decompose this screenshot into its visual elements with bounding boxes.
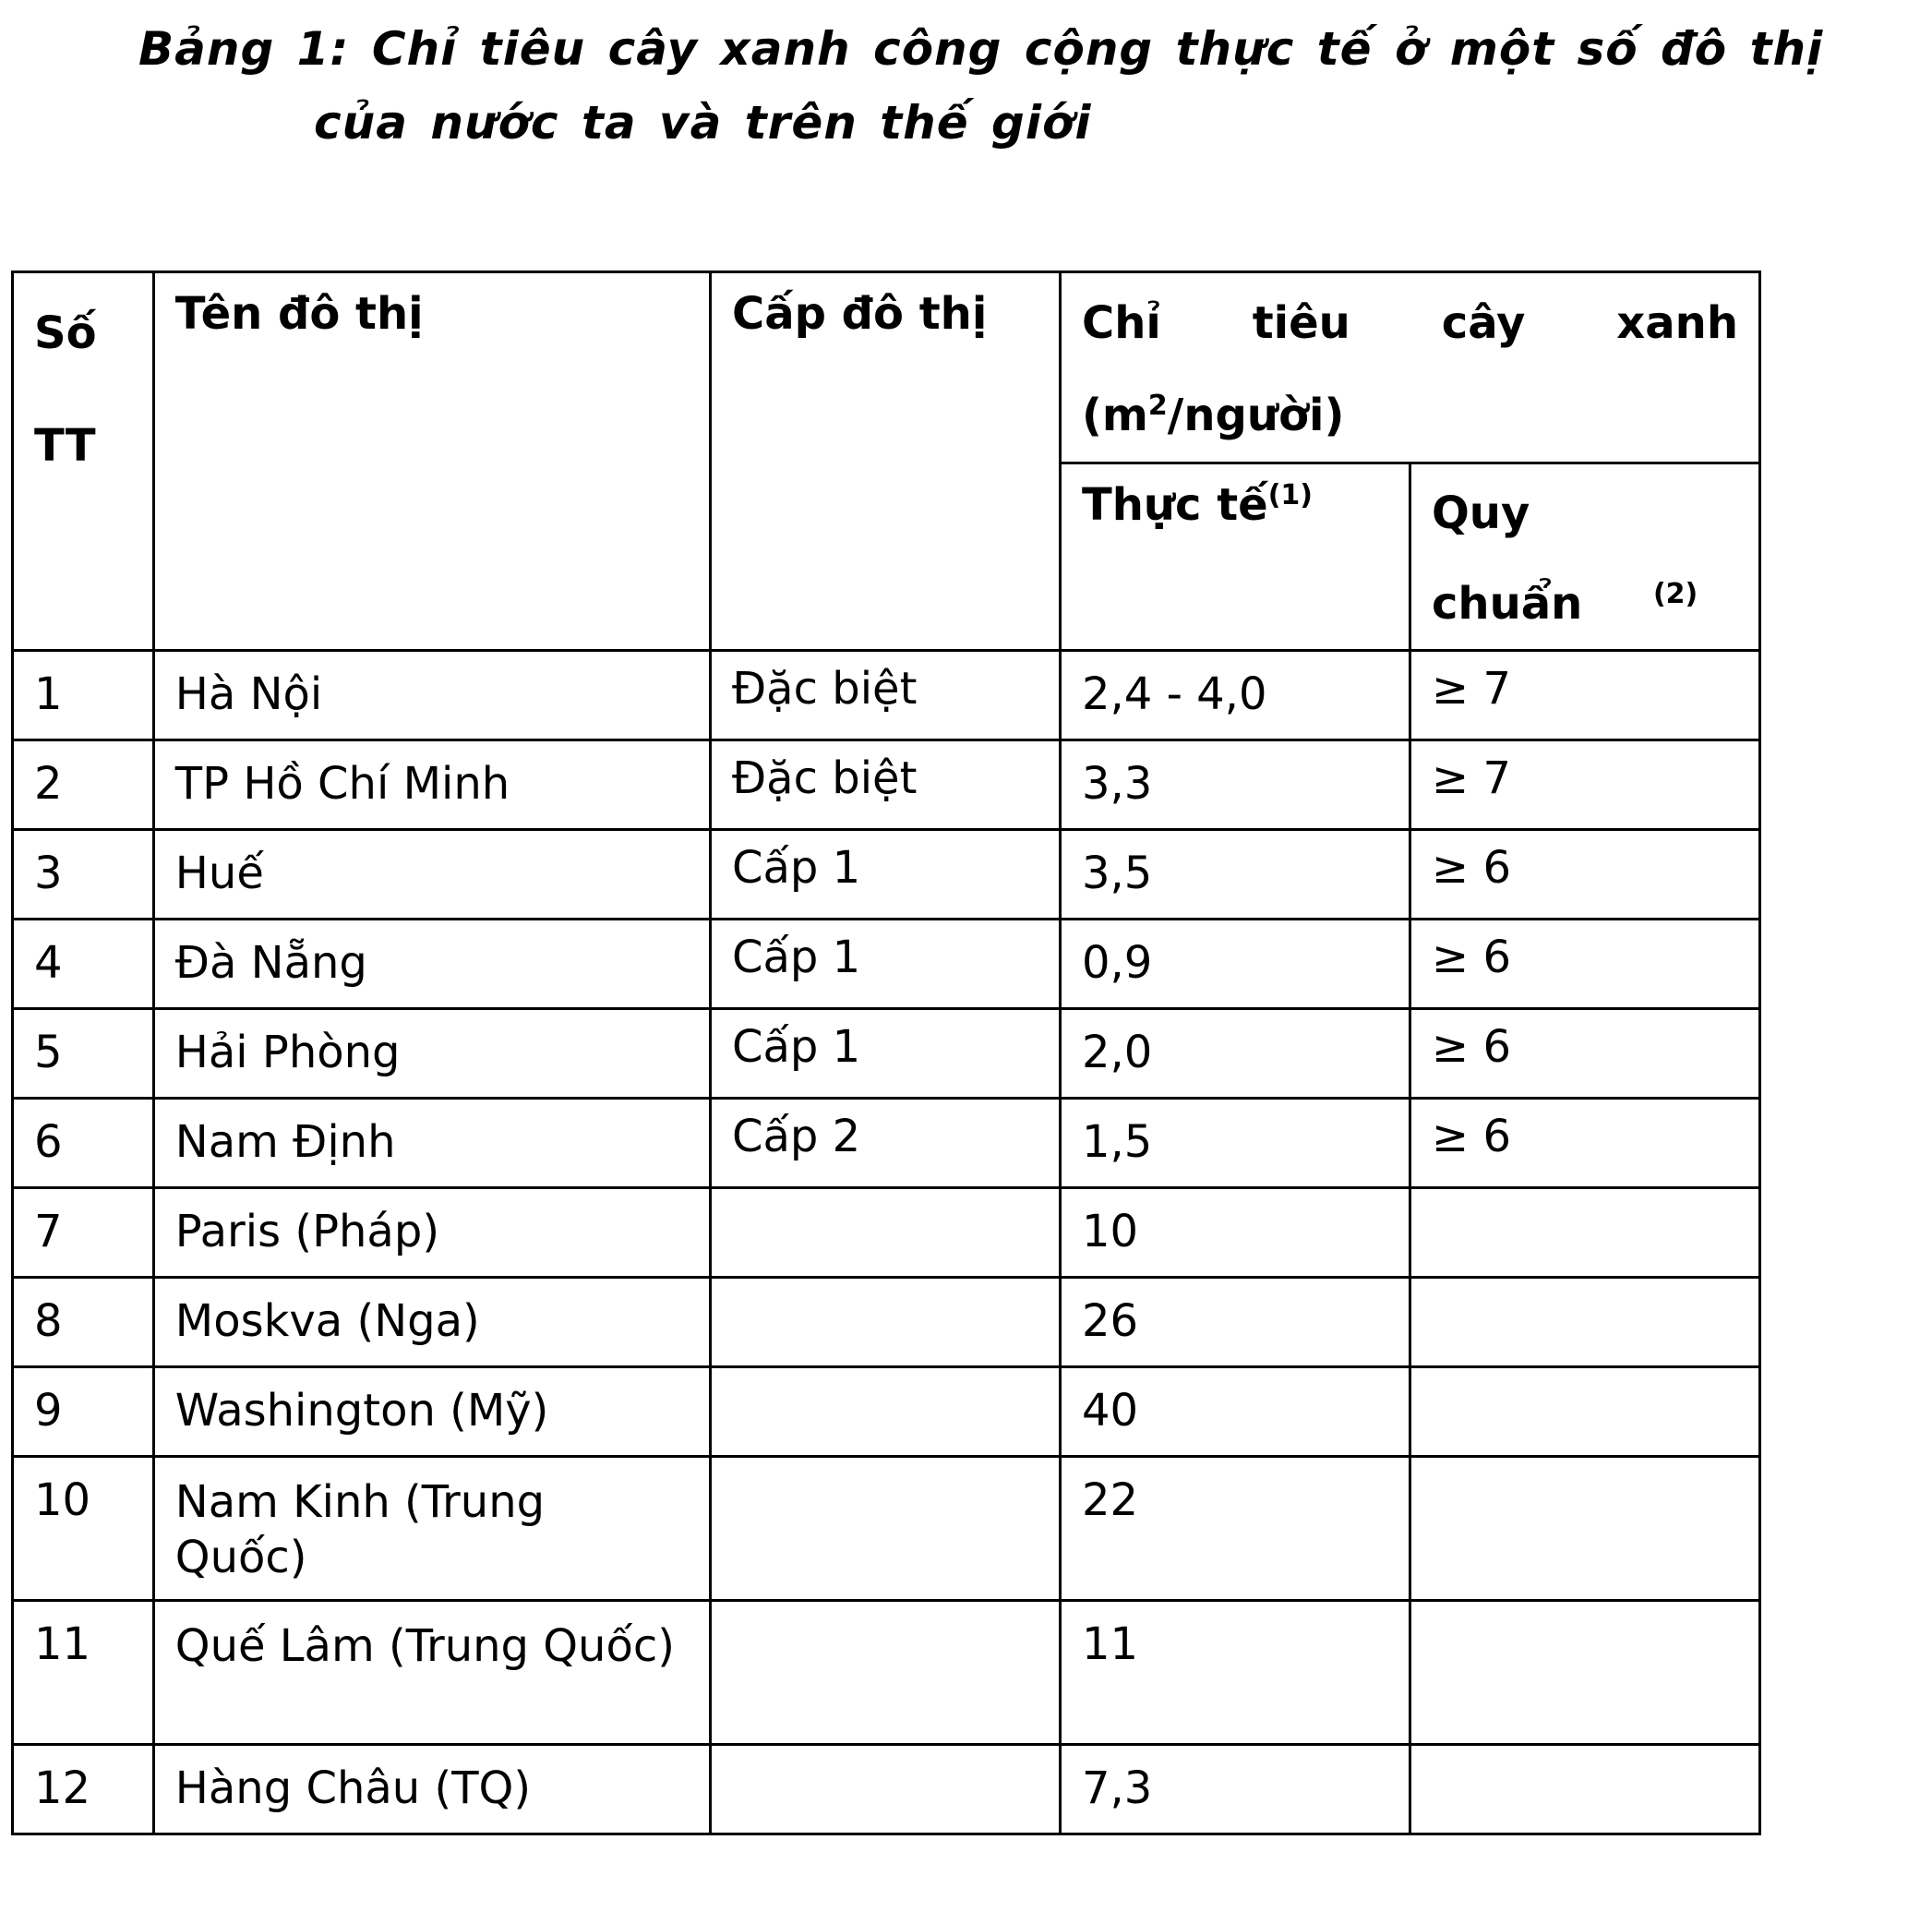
cell-standard bbox=[1410, 1457, 1759, 1601]
cell-actual: 3,5 bbox=[1060, 830, 1410, 920]
green-space-table bbox=[11, 271, 1761, 1835]
cell-actual: 7,3 bbox=[1060, 1745, 1410, 1834]
cell-actual: 26 bbox=[1060, 1278, 1410, 1367]
header-standard-note: (2) bbox=[1652, 578, 1698, 610]
cell-level bbox=[710, 1278, 1060, 1367]
cell-standard: ≥ 6 bbox=[1410, 1099, 1759, 1188]
table-row bbox=[13, 1601, 1760, 1745]
cell-stt: 4 bbox=[13, 920, 154, 1009]
cell-standard: ≥ 6 bbox=[1410, 830, 1759, 920]
header-indicator-line1: Chỉ tiêu cây xanh bbox=[1081, 297, 1738, 349]
cell-level bbox=[710, 1188, 1060, 1278]
table-row bbox=[13, 920, 1760, 1009]
cell-standard: ≥ 7 bbox=[1410, 740, 1759, 830]
cell-stt: 6 bbox=[13, 1099, 154, 1188]
cell-level: Cấp 2 bbox=[710, 1099, 1060, 1188]
cell-actual: 0,9 bbox=[1060, 920, 1410, 1009]
table-row bbox=[13, 1009, 1760, 1099]
cell-actual: 2,4 - 4,0 bbox=[1060, 651, 1410, 740]
caption-line-2: của nước ta và trên thế giới bbox=[314, 96, 1092, 150]
header-standard bbox=[1410, 463, 1759, 651]
cell-level: Cấp 1 bbox=[710, 830, 1060, 920]
cell-actual: 11 bbox=[1060, 1601, 1410, 1745]
cell-name: Paris (Pháp) bbox=[153, 1188, 710, 1278]
cell-actual: 40 bbox=[1060, 1367, 1410, 1457]
table-row bbox=[13, 651, 1760, 740]
cell-level bbox=[710, 1745, 1060, 1834]
table-row bbox=[13, 740, 1760, 830]
cell-level bbox=[710, 1457, 1060, 1601]
table-row bbox=[13, 1745, 1760, 1834]
cell-level: Cấp 1 bbox=[710, 1009, 1060, 1099]
cell-standard bbox=[1410, 1745, 1759, 1834]
cell-standard bbox=[1410, 1188, 1759, 1278]
cell-stt: 10 bbox=[13, 1457, 154, 1601]
cell-actual: 1,5 bbox=[1060, 1099, 1410, 1188]
table-row bbox=[13, 1099, 1760, 1188]
cell-standard bbox=[1410, 1601, 1759, 1745]
cell-level: Đặc biệt bbox=[710, 740, 1060, 830]
cell-standard: ≥ 7 bbox=[1410, 651, 1759, 740]
table-row bbox=[13, 1188, 1760, 1278]
cell-level: Đặc biệt bbox=[710, 651, 1060, 740]
cell-name: Hải Phòng bbox=[153, 1009, 710, 1099]
header-actual-label: Thực tế bbox=[1081, 479, 1268, 531]
cell-stt: 11 bbox=[13, 1601, 154, 1745]
table-row bbox=[13, 830, 1760, 920]
cell-stt: 9 bbox=[13, 1367, 154, 1457]
cell-stt: 7 bbox=[13, 1188, 154, 1278]
header-indicator-sup: 2 bbox=[1147, 390, 1168, 422]
header-standard-label: Quy chuẩn bbox=[1431, 487, 1583, 630]
cell-standard: ≥ 6 bbox=[1410, 1009, 1759, 1099]
cell-actual: 22 bbox=[1060, 1457, 1410, 1601]
cell-stt: 1 bbox=[13, 651, 154, 740]
header-stt bbox=[13, 272, 154, 651]
cell-actual: 10 bbox=[1060, 1188, 1410, 1278]
cell-name: Moskva (Nga) bbox=[153, 1278, 710, 1367]
cell-name: Huế bbox=[153, 830, 710, 920]
cell-stt: 3 bbox=[13, 830, 154, 920]
cell-stt: 8 bbox=[13, 1278, 154, 1367]
table-row bbox=[13, 1457, 1760, 1601]
header-indicator-line2: $(m^2/người)$ bbox=[1081, 390, 1345, 441]
cell-stt: 12 bbox=[13, 1745, 154, 1834]
table-row bbox=[13, 1367, 1760, 1457]
cell-stt: 5 bbox=[13, 1009, 154, 1099]
cell-name: Hà Nội bbox=[153, 651, 710, 740]
cell-name: Nam Định bbox=[153, 1099, 710, 1188]
cell-stt: 2 bbox=[13, 740, 154, 830]
header-level: Cấp đô thị bbox=[710, 272, 1060, 651]
table-body bbox=[13, 651, 1760, 1834]
cell-name: Washington (Mỹ) bbox=[153, 1367, 710, 1457]
header-row-1 bbox=[13, 272, 1760, 463]
cell-name: Quế Lâm (Trung Quốc) bbox=[153, 1601, 710, 1745]
header-actual bbox=[1060, 463, 1410, 651]
header-actual-note: (1) bbox=[1267, 479, 1314, 511]
caption-line-1: Bảng 1: Chỉ tiêu cây xanh công cộng thực tế ở một số đô thị bbox=[138, 22, 1824, 76]
cell-actual: 2,0 bbox=[1060, 1009, 1410, 1099]
cell-standard bbox=[1410, 1278, 1759, 1367]
header-stt-label: Số TT bbox=[34, 307, 97, 472]
cell-standard bbox=[1410, 1367, 1759, 1457]
cell-name: Hàng Châu (TQ) bbox=[153, 1745, 710, 1834]
cell-level bbox=[710, 1601, 1060, 1745]
header-indicator bbox=[1060, 272, 1759, 463]
cell-actual: 3,3 bbox=[1060, 740, 1410, 830]
header-name: Tên đô thị bbox=[153, 272, 710, 651]
cell-level bbox=[710, 1367, 1060, 1457]
cell-name: TP Hồ Chí Minh bbox=[153, 740, 710, 830]
cell-name: Đà Nẵng bbox=[153, 920, 710, 1009]
cell-standard: ≥ 6 bbox=[1410, 920, 1759, 1009]
cell-name: Nam Kinh (Trung Quốc) bbox=[153, 1457, 710, 1601]
table-row bbox=[13, 1278, 1760, 1367]
cell-level: Cấp 1 bbox=[710, 920, 1060, 1009]
